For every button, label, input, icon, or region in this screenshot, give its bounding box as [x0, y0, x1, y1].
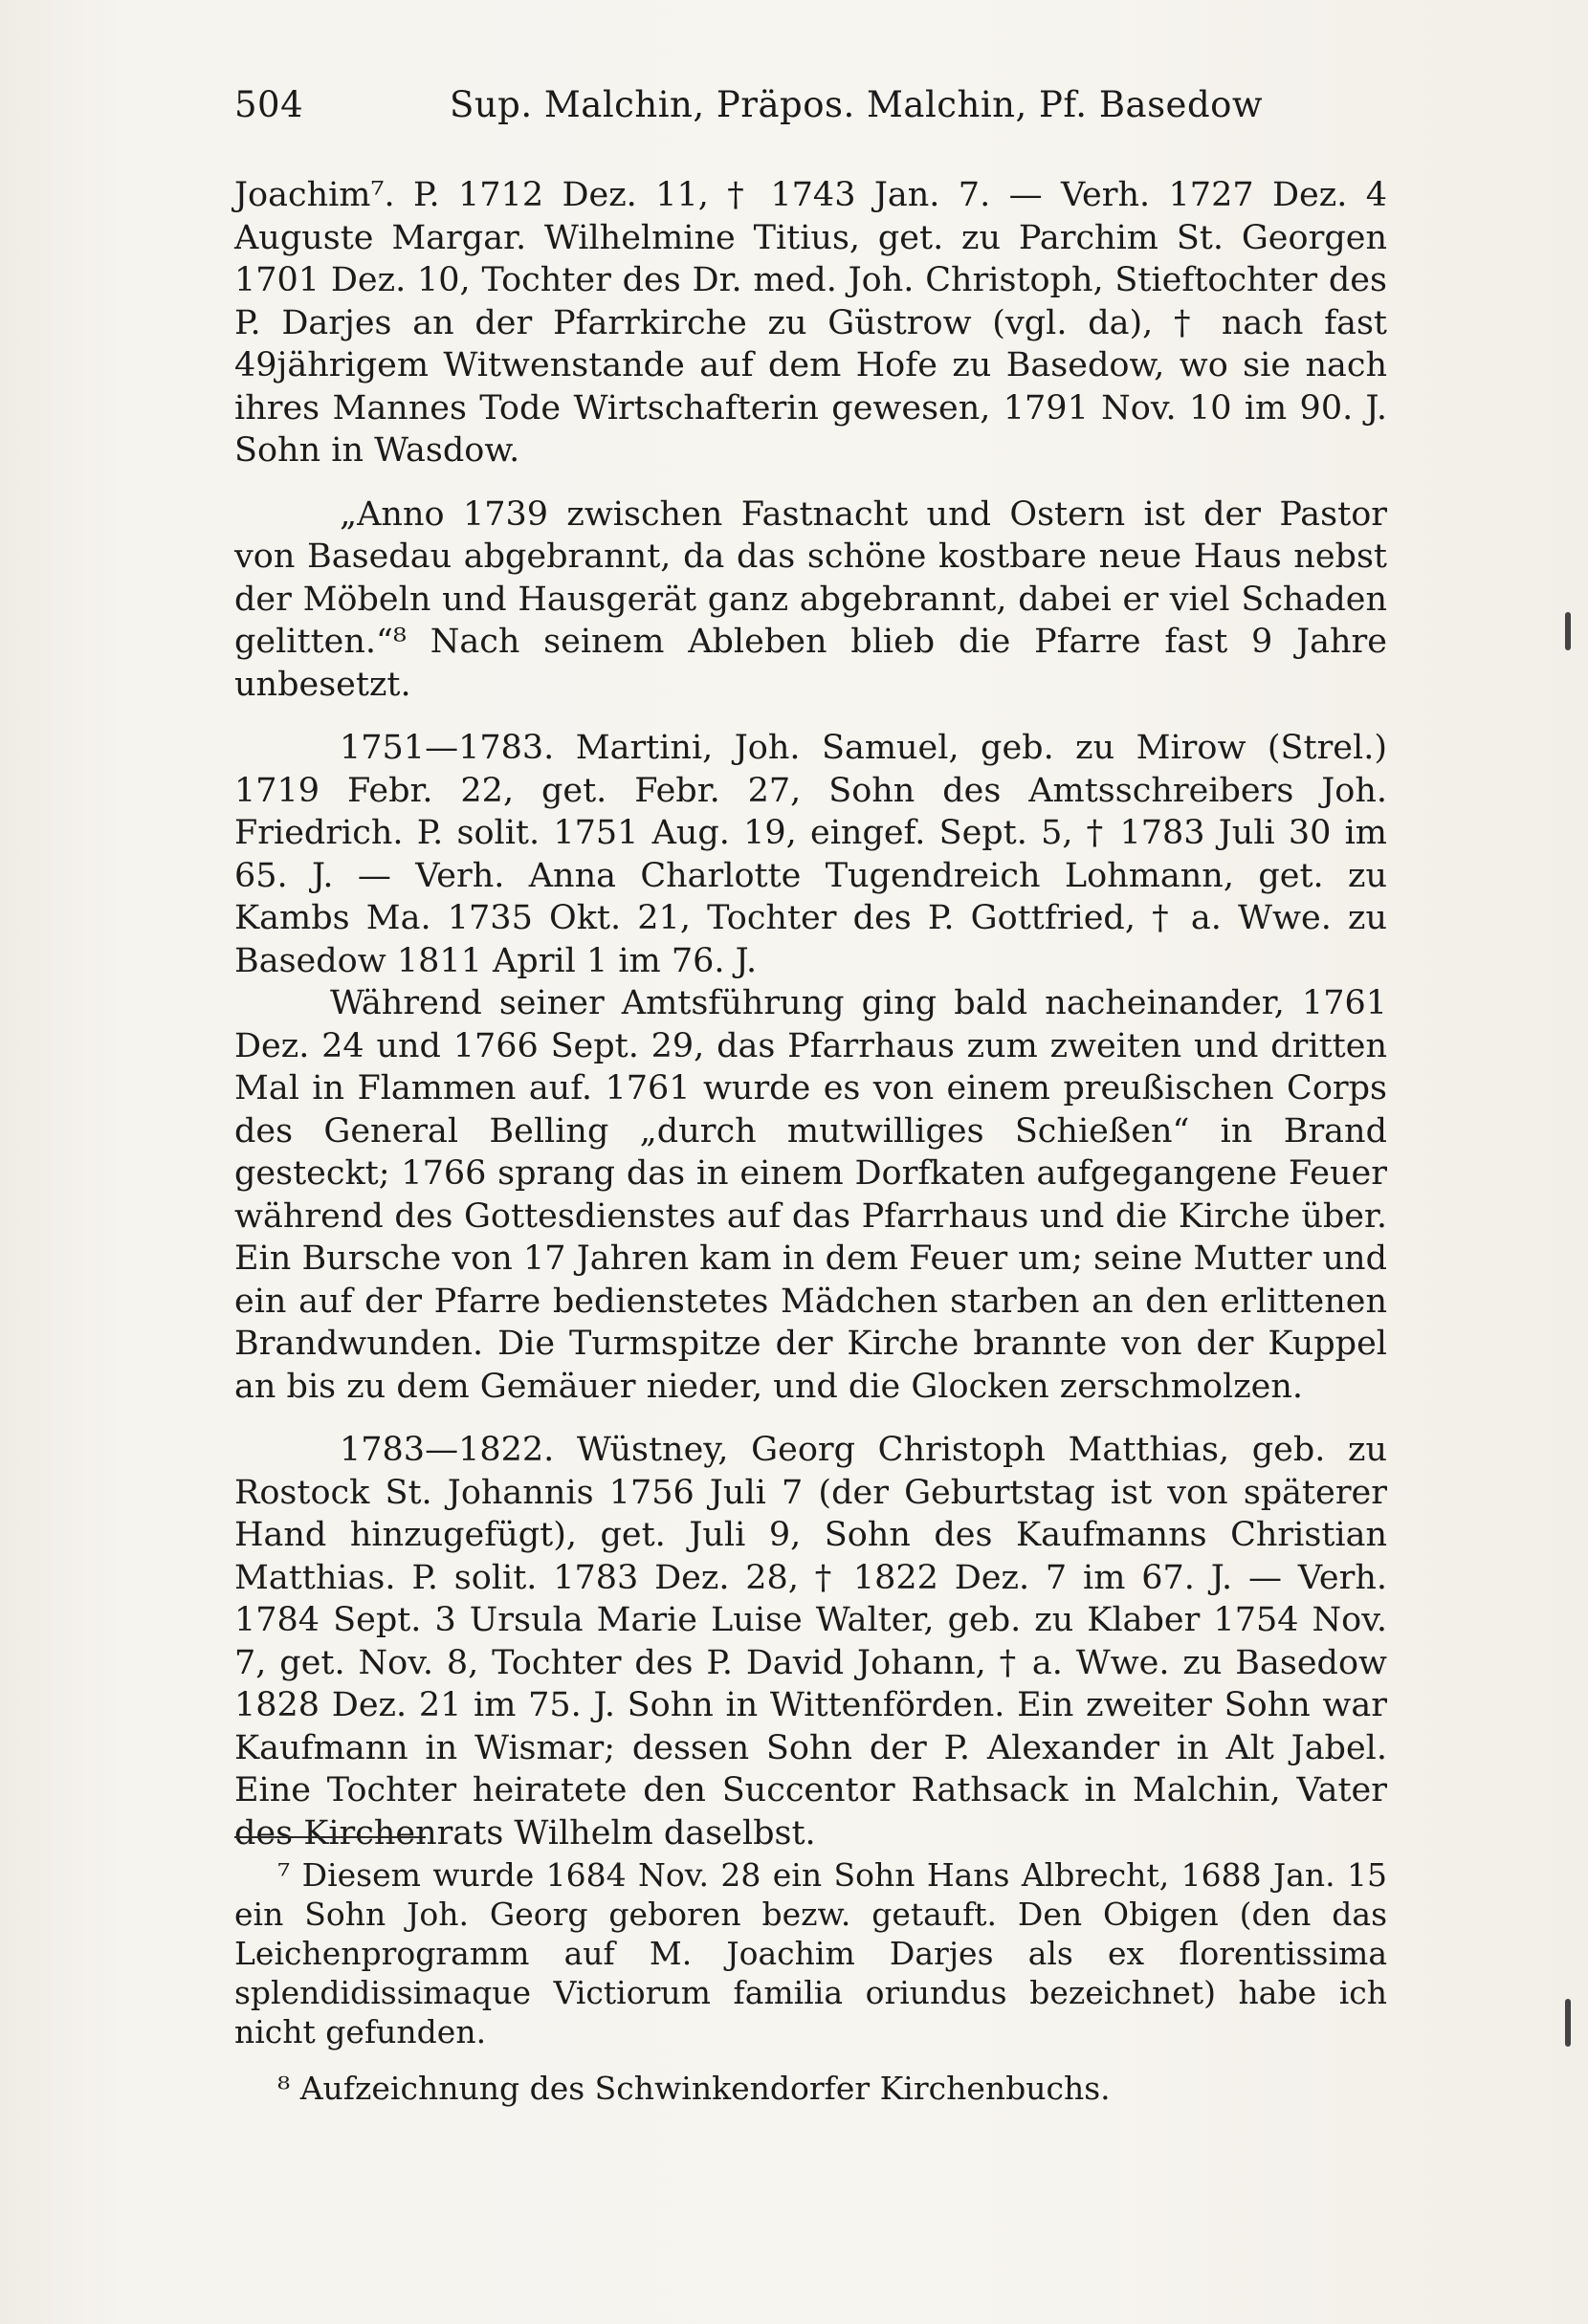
footnote-7: ⁷ Diesem wurde 1684 Nov. 28 ein Sohn Hans Albrecht, 1688 Jan. 15 ein Sohn Joh. Georg geboren bezw. getauft. Den Obigen (den das Leichenprogramm auf M. Joachim Darjes als ex florentissima splendidissimaque Victiorum familia oriundus bezeichnet) habe ich nicht gefunden. — [234, 1856, 1387, 2050]
main-text — [234, 174, 1387, 1854]
running-title: Sup. Malchin, Präpos. Malchin, Pf. Basedow — [450, 84, 1264, 125]
paragraph-wuestney: 1783—1822. Wüstney, Georg Christoph Matthias, geb. zu Rostock St. Johannis 1756 Juli 7 (der Geburtstag ist von späterer Hand hinzugefügt), get. Juli 9, Sohn des Kaufmanns Christian Matthias. P. solit. 1783 Dez. 28, † 1822 Dez. 7 im 67. J. — Verh. 1784 Sept. 3 Ursula Marie Luise Walter, geb. zu Klaber 1754 Nov. 7, get. Nov. 8, Tochter des P. David Johann, † a. Wwe. zu Basedow 1828 Dez. 21 im 75. J. Sohn in Wittenförden. Ein zweiter Sohn war Kaufmann in Wismar; dessen Sohn der P. Alexander in Alt Jabel. Eine Tochter heiratete den Succentor Rathsack in Malchin, Vater des Kirchenrats Wilhelm daselbst. — [234, 1431, 1387, 1853]
footnote-8: ⁸ Aufzeichnung des Schwinkendorfer Kirchenbuchs. — [277, 2070, 1111, 2107]
scan-edge-mark — [1565, 1999, 1571, 2047]
paragraph-fire-1739: „Anno 1739 zwischen Fastnacht und Ostern ist der Pastor von Basedau abgebrannt, da das schöne kostbare neue Haus nebst der Möbeln und Hausgerät ganz abgebrannt, dabei er viel Schaden gelitten.“⁸ Nach seinem Ableben blieb die Pfarre fast 9 Jahre unbesetzt. — [234, 494, 1387, 704]
scan-edge-mark — [1565, 612, 1571, 650]
page-number: 504 — [234, 84, 304, 125]
paragraph-joachim: Joachim⁷. P. 1712 Dez. 11, † 1743 Jan. 7. — Verh. 1727 Dez. 4 Auguste Margar. Wilhelmine Titius, get. zu Parchim St. Georgen 1701 Dez. 10, Tochter des Dr. med. Joh. Christoph, Stieftochter des P. Darjes an der Pfarrkirche zu Güstrow (vgl. da), † nach fast 49jährigem Witwenstande auf dem Hofe zu Basedow, wo sie nach ihres Mannes Tode Wirtschafterin gewesen, 1791 Nov. 10 im 90. J. Sohn in Wasdow. — [234, 176, 1387, 470]
footnotes — [234, 1855, 1387, 2108]
footnote-rule — [234, 1836, 426, 1838]
paragraph-martini: 1751—1783. Martini, Joh. Samuel, geb. zu Mirow (Strel.) 1719 Febr. 22, get. Febr. 27, Sohn des Amtsschreibers Joh. Friedrich. P. solit. 1751 Aug. 19, eingef. Sept. 5, † 1783 Juli 30 im 65. J. — Verh. Anna Charlotte Tugendreich Lohmann, get. zu Kambs Ma. 1735 Okt. 21, Tochter des P. Gottfried, † a. Wwe. zu Basedow 1811 April 1 im 76. J. — [234, 729, 1387, 980]
page-header — [234, 84, 1387, 132]
paragraph-fires-1761-1766: Während seiner Amtsführung ging bald nacheinander, 1761 Dez. 24 und 1766 Sept. 29, das Pfarrhaus zum zweiten und dritten Mal in Flammen auf. 1761 wurde es von einem preußischen Corps des General Belling „durch mutwilliges Schießen“ in Brand gesteckt; 1766 sprang das in einem Dorfkaten aufgegangene Feuer während des Gottesdienstes auf das Pfarrhaus und die Kirche über. Ein Bursche von 17 Jahren kam in dem Feuer um; seine Mutter und ein auf der Pfarre bedienstetes Mädchen starben an den erlittenen Brandwunden. Die Turmspitze der Kirche brannte von der Kuppel an bis zu dem Gemäuer nieder, und die Glocken zerschmolzen. — [234, 984, 1387, 1406]
